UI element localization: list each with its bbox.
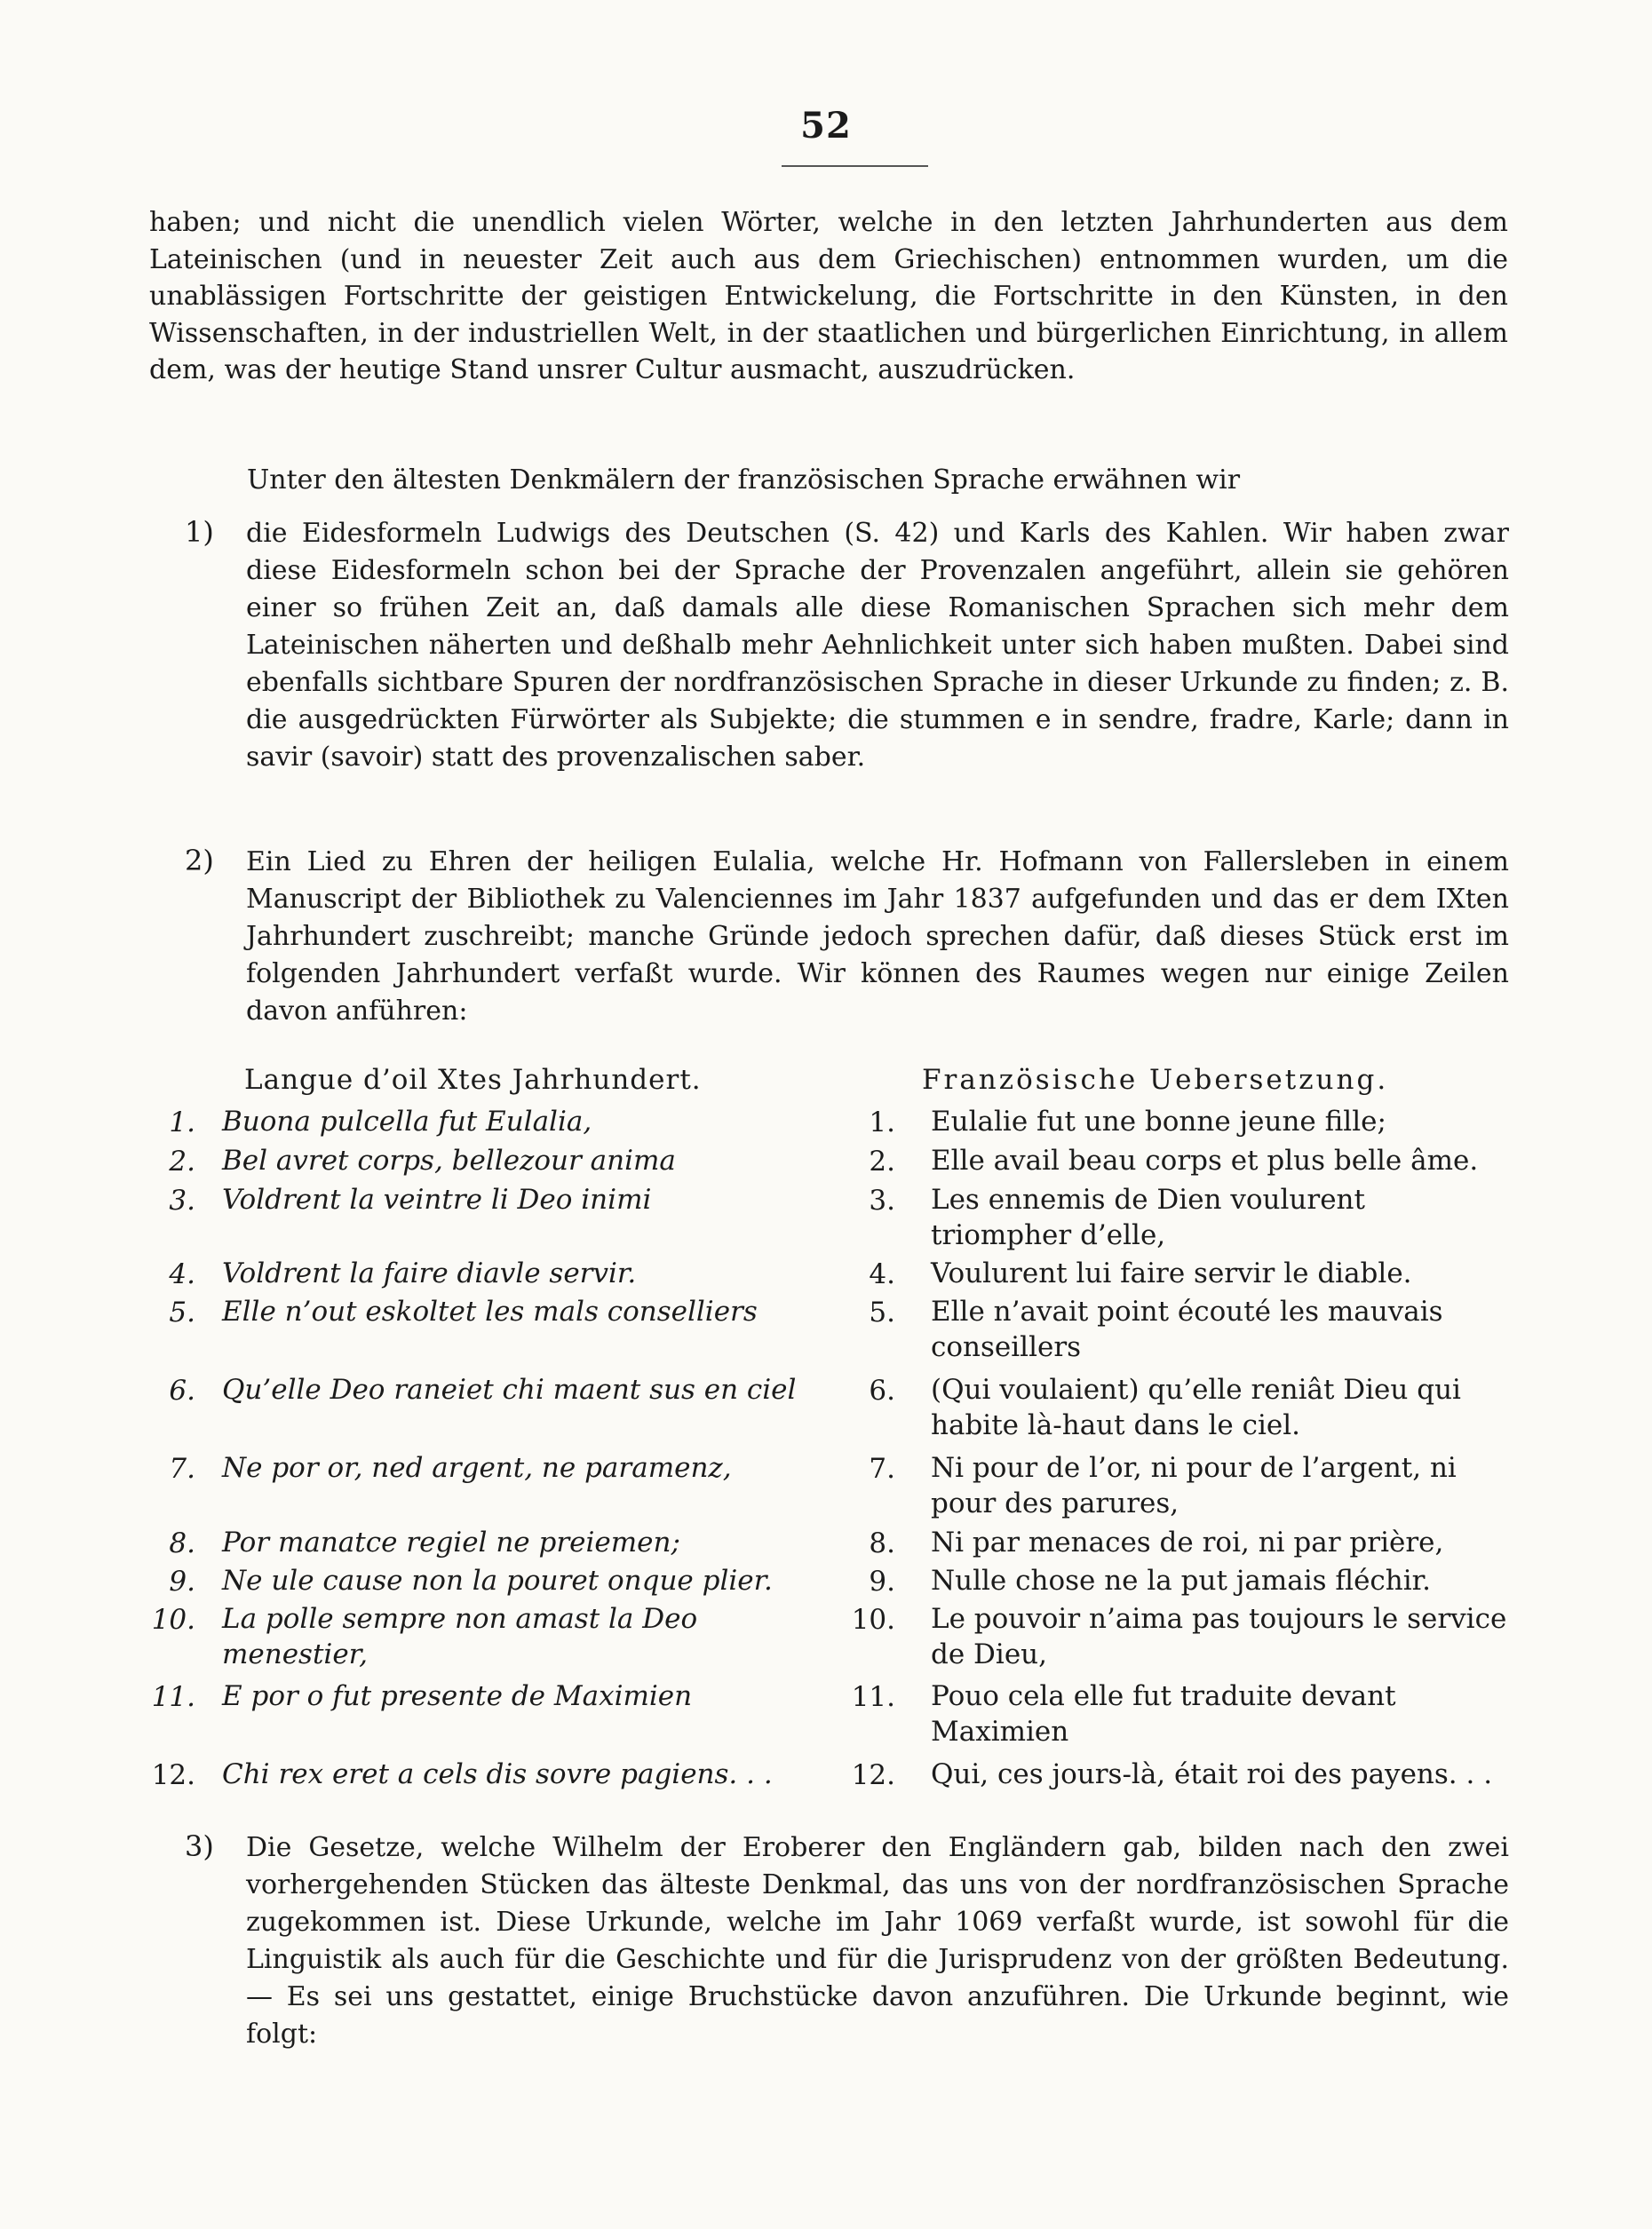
- translation-line: Le pouvoir n’aima pas toujours le service de Dieu,: [931, 1603, 1507, 1670]
- verse-number: 1.: [169, 1107, 195, 1138]
- verse-number: 7.: [169, 1453, 195, 1485]
- translation-line: Ni par menaces de roi, ni par prière,: [931, 1527, 1444, 1559]
- item-2-number: 2): [185, 844, 214, 877]
- old-french-line: Voldrent la veintre li Deo inimi: [222, 1184, 652, 1216]
- verse-number: 9.: [169, 1566, 195, 1598]
- translation-line: Qui, ces jours-là, était roi des payens. . .: [931, 1758, 1493, 1790]
- translation-number: 2.: [869, 1146, 895, 1178]
- translation-line: Pouo cela elle fut traduite devant Maximien: [931, 1680, 1396, 1748]
- old-french-line: Por manatce regiel ne preiemen;: [222, 1527, 680, 1559]
- translation-number: 1.: [869, 1107, 895, 1138]
- old-french-line: La polle sempre non amast la Deo menestier,: [222, 1603, 698, 1670]
- verse-number: 5.: [169, 1297, 195, 1329]
- left-column-heading: Langue d’oil Xtes Jahrhundert.: [244, 1064, 702, 1096]
- translation-line: Elle n’avait point écouté les mauvais conseillers: [931, 1296, 1443, 1363]
- translation-line: (Qui voulaient) qu’elle reniât Dieu qui habite là-haut dans le ciel.: [931, 1374, 1461, 1441]
- translation-number: 12.: [851, 1759, 895, 1791]
- item-1-number: 1): [185, 515, 214, 549]
- old-french-line: Qu’elle Deo raneiet chi maent sus en ciel: [222, 1374, 797, 1406]
- translation-number: 4.: [869, 1258, 895, 1290]
- item-2-text: Ein Lied zu Ehren der heiligen Eulalia, welche Hr. Hofmann von Fallersleben in einem Manuscript der Bibliothek zu Valenciennes im Jahr 1837 aufgefunden und das er dem IXten Jahrhundert zuschreibt; manche Gründe jedoch sprechen dafür, daß dieses Stück erst im folgenden Jahrhundert verfaßt wurde. Wir können des Raumes wegen nur einige Zeilen davon anführen:: [246, 846, 1509, 1027]
- verse-number: 6.: [169, 1375, 195, 1407]
- translation-line: Nulle chose ne la put jamais fléchir.: [931, 1565, 1431, 1597]
- verse-number: 4.: [169, 1258, 195, 1290]
- translation-line: Eulalie fut une bonne jeune fille;: [931, 1106, 1386, 1138]
- item-3-text: Die Gesetze, welche Wilhelm der Eroberer den Engländern gab, bilden nach den zwei vorhergehenden Stücken das älteste Denkmal, das uns von der nordfranzösischen Sprache zugekommen ist. Diese Urkunde, welche im Jahr 1069 verfaßt wurde, ist sowohl für die Linguistik als auch für die Geschichte und für die Jurisprudenz von der größten Bedeutung. — Es sei uns gestattet, einige Bruchstücke davon anzuführen. Die Urkunde beginnt, wie folgt:: [246, 1832, 1509, 2050]
- translation-number: 10.: [851, 1604, 895, 1636]
- old-french-line: E por o fut presente de Maximien: [222, 1680, 693, 1712]
- translation-number: 3.: [869, 1185, 895, 1217]
- verse-number: 11.: [151, 1681, 195, 1713]
- paragraph-continuation: haben; und nicht die unendlich vielen Wörter, welche in den letzten Jahrhunderten aus dem Lateinischen (und in neuester Zeit auch aus dem Griechischen) entnommen wurden, um die unablässigen Fortschritte der geistigen Entwickelung, die Fortschritte in den Künsten, in den Wissenschaften, in der industriellen Welt, in der staatlichen und bürgerlichen Einrichtung, in allem dem, was der heutige Stand unsrer Cultur ausmacht, auszudrücken.: [149, 207, 1508, 385]
- verse-number: 10.: [151, 1604, 195, 1636]
- translation-number: 5.: [869, 1297, 895, 1329]
- right-column-heading: Französische Uebersetzung.: [922, 1064, 1389, 1096]
- old-french-line: Bel avret corps, bellezour anima: [222, 1145, 676, 1177]
- old-french-line: Ne ule cause non la pouret onque plier.: [222, 1565, 773, 1597]
- translation-number: 7.: [869, 1453, 895, 1485]
- verse-number: 2.: [169, 1146, 195, 1178]
- translation-line: Ni pour de l’or, ni pour de l’argent, ni pour des parures,: [931, 1452, 1457, 1519]
- verse-number: 3.: [169, 1185, 195, 1217]
- old-french-line: Voldrent la faire diavle servir.: [222, 1257, 637, 1289]
- old-french-line: Elle n’out eskoltet les mals conselliers: [222, 1296, 758, 1328]
- page-number: 52: [800, 105, 852, 147]
- translation-number: 9.: [869, 1566, 895, 1598]
- translation-number: 8.: [869, 1527, 895, 1559]
- translation-number: 6.: [869, 1375, 895, 1407]
- translation-line: Voulurent lui faire servir le diable.: [931, 1257, 1412, 1289]
- header-rule: [782, 165, 928, 167]
- paragraph-intro: Unter den ältesten Denkmälern der französischen Sprache erwähnen wir: [247, 464, 1241, 496]
- translation-number: 11.: [851, 1681, 895, 1713]
- item-3-number: 3): [185, 1829, 214, 1863]
- old-french-line: Chi rex eret a cels dis sovre pagiens. . .: [222, 1758, 773, 1790]
- old-french-line: Buona pulcella fut Eulalia,: [222, 1106, 592, 1138]
- translation-line: Les ennemis de Dien voulurent triompher d’elle,: [931, 1184, 1365, 1251]
- translation-line: Elle avail beau corps et plus belle âme.: [931, 1145, 1479, 1177]
- old-french-line: Ne por or, ned argent, ne paramenz,: [222, 1452, 732, 1484]
- item-1-text: die Eidesformeln Ludwigs des Deutschen (S. 42) und Karls des Kahlen. Wir haben zwar diese Eidesformeln schon bei der Sprache der Provenzalen angeführt, allein sie gehören einer so frühen Zeit an, daß damals alle diese Romanischen Sprachen sich mehr dem Lateinischen näherten und deßhalb mehr Aehnlichkeit unter sich haben mußten. Dabei sind ebenfalls sichtbare Spuren der nordfranzösischen Sprache in dieser Urkunde zu finden; z. B. die ausgedrückten Fürwörter als Subjekte; die stummen e in sendre, fradre, Karle; dann in savir (savoir) statt des provenzalischen saber.: [246, 518, 1509, 773]
- verse-number: 8.: [169, 1527, 195, 1559]
- verse-number: 12.: [151, 1759, 195, 1791]
